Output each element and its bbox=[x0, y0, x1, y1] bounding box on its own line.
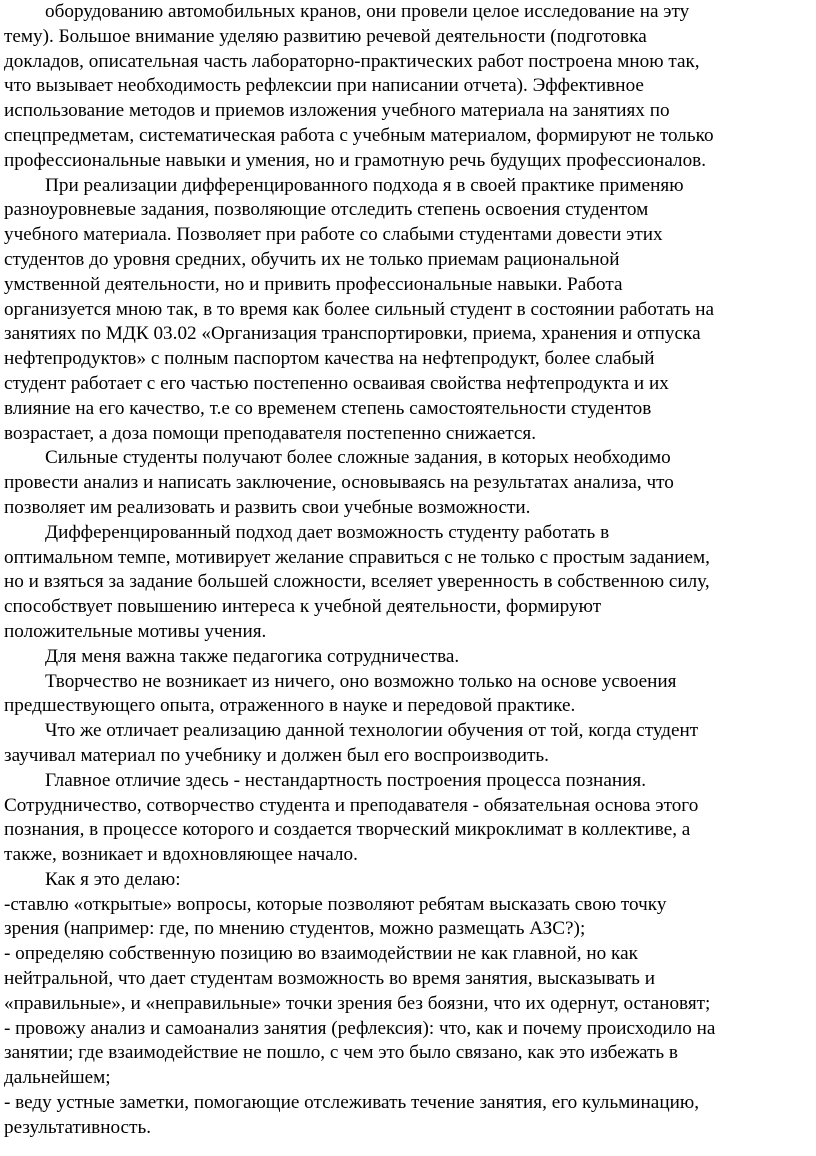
text-line: учебного материала. Позволяет при работе со слабыми студентами довести этих bbox=[4, 224, 663, 246]
text-line: студент работает с его частью постепенно осваивая свойства нефтепродукта и их bbox=[4, 372, 669, 394]
text-line: - определяю собственную позицию во взаимодействии не как главной, но как bbox=[4, 943, 638, 965]
text-line: организуется мною так, в то время как более сильный студент в состоянии работать на bbox=[4, 298, 714, 320]
text-line: влияние на его качество, т.е со временем степень самостоятельности студентов bbox=[4, 397, 652, 419]
text-line: нефтепродуктов» с полным паспортом качества на нефтепродукт, более слабый bbox=[4, 348, 655, 370]
text-line: Сотрудничество, сотворчество студента и преподавателя - обязательная основа этого bbox=[4, 794, 699, 816]
text-line: оборудованию автомобильных кранов, они провели целое исследование на эту bbox=[45, 1, 690, 22]
text-line: профессиональные навыки и умения, но и грамотную речь будущих профессионалов. bbox=[4, 149, 707, 171]
text-line: занятиях по МДК 03.02 «Организация транспортировки, приема, хранения и отпуска bbox=[4, 323, 701, 345]
text-line: также, возникает и вдохновляющее начало. bbox=[4, 844, 358, 866]
document-body bbox=[4, 0, 796, 1141]
text-line: студентов до уровня средних, обучить их не только приемам рациональной bbox=[4, 248, 620, 270]
text-line: -ставлю «открытые» вопросы, которые позволяют ребятам высказать свою точку bbox=[4, 893, 667, 915]
text-line: использование методов и приемов изложения учебного материала на занятиях по bbox=[4, 100, 670, 122]
text-line: зрения (например: где, по мнению студентов, можно размещать АЗС?); bbox=[4, 918, 586, 940]
text-line: «правильные», и «неправильные» точки зрения без боязни, что их одернут, остановят; bbox=[4, 992, 711, 1014]
text-line: - веду устные заметки, помогающие отслеживать течение занятия, его кульминацию, bbox=[4, 1092, 699, 1114]
text-line: возрастает, а доза помощи преподавателя постепенно снижается. bbox=[4, 422, 537, 444]
text-line: результативность. bbox=[4, 1116, 152, 1138]
text-line: Сильные студенты получают более сложные задания, в которых необходимо bbox=[45, 447, 671, 469]
text-line: докладов, описательная часть лабораторно-практических работ построена мною так, bbox=[4, 50, 700, 72]
text-line: Как я это делаю: bbox=[45, 868, 181, 890]
text-line: - провожу анализ и самоанализ занятия (рефлексия): что, как и почему происходило на bbox=[4, 1017, 716, 1039]
text-line: предшествующего опыта, отраженного в науке и передовой практике. bbox=[4, 695, 576, 717]
text-line: заучивал материал по учебнику и должен был его воспроизводить. bbox=[4, 744, 549, 766]
text-line: способствует повышению интереса к учебной деятельности, формируют bbox=[4, 596, 602, 618]
text-line: разноуровневые задания, позволяющие отследить степень освоения студентом bbox=[4, 199, 649, 221]
text-line: При реализации дифференцированного подхода я в своей практике применяю bbox=[45, 174, 684, 196]
text-line: позволяет им реализовать и развить свои учебные возможности. bbox=[4, 496, 531, 518]
text-line: Что же отличает реализацию данной технологии обучения от той, когда студент bbox=[45, 720, 699, 742]
text-line: занятии; где взаимодействие не пошло, с чем это было связано, как это избежать в bbox=[4, 1042, 678, 1064]
text-line: познания, в процессе которого и создается творческий микроклимат в коллективе, а bbox=[4, 819, 691, 841]
text-line: нейтральной, что дает студентам возможность во время занятия, высказывать и bbox=[4, 968, 655, 990]
text-line: оптимальном темпе, мотивирует желание справиться с не только с простым заданием, bbox=[4, 546, 710, 568]
text-line: умственной деятельности, но и привить профессиональные навыки. Работа bbox=[4, 273, 623, 295]
text-line: положительные мотивы учения. bbox=[4, 620, 267, 642]
text-line: Главное отличие здесь - нестандартность построения процесса познания. bbox=[45, 769, 647, 791]
text-line: Дифференцированный подход дает возможность студенту работать в bbox=[45, 521, 610, 543]
text-line: Для меня важна также педагогика сотрудничества. bbox=[45, 645, 460, 667]
text-line: провести анализ и написать заключение, основываясь на результатах анализа, что bbox=[4, 472, 674, 494]
text-line: спецпредметам, систематическая работа с учебным материалом, формируют не только bbox=[4, 124, 714, 146]
text-line: но и взяться за задание большей сложности, вселяет уверенность в собственною силу, bbox=[4, 571, 710, 593]
text-line: Творчество не возникает из ничего, оно возможно только на основе усвоения bbox=[45, 670, 677, 692]
text-line: что вызывает необходимость рефлексии при написании отчета). Эффективное bbox=[4, 75, 644, 97]
text-line: дальнейшем; bbox=[4, 1067, 111, 1089]
text-line: тему). Большое внимание уделяю развитию речевой деятельности (подготовка bbox=[4, 25, 647, 47]
